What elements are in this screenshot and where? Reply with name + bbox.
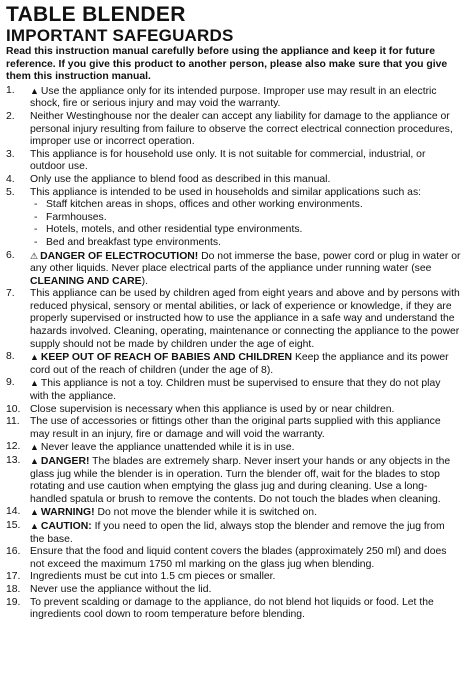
intro-paragraph: Read this instruction manual carefully before using the appliance and keep it for future reference. If you give this product to another person, please also make sure that you give them this instruction manual. (6, 46, 448, 83)
warning-triangle-icon: ▲ (30, 442, 39, 453)
list-item: 8. ▲ KEEP OUT OF REACH OF BABIES AND CHILDREN Keep the appliance and its power cord out of the reach of children (under the age of 8). (6, 351, 449, 376)
list-item: 15. ▲ CAUTION: If you need to open the lid, always stop the blender and remove the jug from the base. (6, 519, 445, 545)
section-heading: IMPORTANT SAFEGUARDS (6, 26, 234, 45)
sub-list-item: - Hotels, motels, and other residential type environments. (34, 224, 303, 236)
document-title: TABLE BLENDER (6, 3, 186, 26)
list-item: 2. Neither Westinghouse nor the dealer can accept any liability for damage to the appliance or personal injury resulting from failure to observe the correct electrical connection procedures, improper use or incorrect operation. (6, 110, 453, 148)
warning-triangle-icon: ▲ (30, 352, 39, 363)
list-item: 18. Never use the appliance without the lid. (6, 583, 212, 595)
list-item: 16. Ensure that the food and liquid content covers the blades (approximately 250 ml) and does not exceed the maximum 1750 ml marking on the glass jug when blending. (6, 546, 447, 570)
list-item: 5. This appliance is intended to be used in households and similar applications such as: - Staff kitchen areas in shops, offices and other working environments. - Farmhouses. - Hotels, motels, and other residential type environments. - Bed and breakfast type environments. (6, 187, 461, 250)
sub-list (30, 199, 461, 249)
sub-list-item: - Farmhouses. (34, 211, 107, 223)
list-item: 19. To prevent scalding or damage to the appliance, do not blend hot liquids or food. Let the ingredients cool down to room temperature before blending. (6, 596, 434, 621)
warning-triangle-icon: ▲ (30, 456, 39, 466)
warning-triangle-icon: ▲ (30, 520, 39, 531)
list-item: 11. The use of accessories or fittings other than the original parts supplied with this appliance may result in an injury, fire or damage and will void the warranty. (6, 416, 441, 440)
list-item: 12. ▲ Never leave the appliance unattended while it is in use. (6, 441, 295, 454)
list-item: 3. This appliance is for household use only. It is not suitable for commercial, industrial, or outdoor use. (6, 148, 426, 173)
list-item: 6. ⚠ DANGER OF ELECTROCUTION! Do not immerse the base, power cord or plug in water or any other liquids. Never place electrical parts of the appliance under running water (see CLEANING AND CARE). (6, 249, 461, 287)
safeguards-list (6, 85, 461, 622)
list-item: 1. ▲ Use the appliance only for its intended purpose. Improper use may result in an electric shock, fire or serious injury and may void the warranty. (6, 84, 437, 110)
sub-list-item: - Bed and breakfast type environments. (34, 236, 222, 248)
warning-triangle-outline-icon: ⚠ (30, 250, 39, 261)
list-item: 10. Close supervision is necessary when this appliance is used by or near children. (6, 403, 395, 415)
list-item: 9. ▲ This appliance is not a toy. Children must be supervised to ensure that they do not play with the appliance. (6, 377, 441, 403)
list-item: 4. Only use the appliance to blend food as described in this manual. (6, 173, 331, 185)
warning-triangle-icon: ▲ (30, 507, 39, 518)
list-item: 13. ▲ DANGER! The blades are extremely sharp. Never insert your hands or any objects in the glass jug while the blender is in operation. Turn the blender off, wait for the blades to stop rotating and use caution when emptying the glass jug and during cleaning. Use a long-handled spatula or brush to remove the contents. Do not touch the blades when cleaning. (6, 455, 451, 505)
warning-triangle-icon: ▲ (30, 85, 39, 96)
list-item: 14. ▲ WARNING! Do not move the blender while it is switched on. (6, 506, 317, 519)
list-item: 7. This appliance can be used by children aged from eight years and above and by persons with reduced physical, sensory or mental abilities, or lack of experience or knowledge, if they are properly supervised or instructed how to use the appliance in a safe way and understand the hazards involved. Cleaning, operating, maintenance or connecting the appliance to the power supply should not be made by children under the age of eight. (6, 288, 460, 350)
list-item: 17. Ingredients must be cut into 1.5 cm pieces or smaller. (6, 571, 276, 583)
sub-list-item: - Staff kitchen areas in shops, offices and other working environments. (34, 199, 363, 211)
warning-triangle-icon: ▲ (30, 378, 39, 389)
